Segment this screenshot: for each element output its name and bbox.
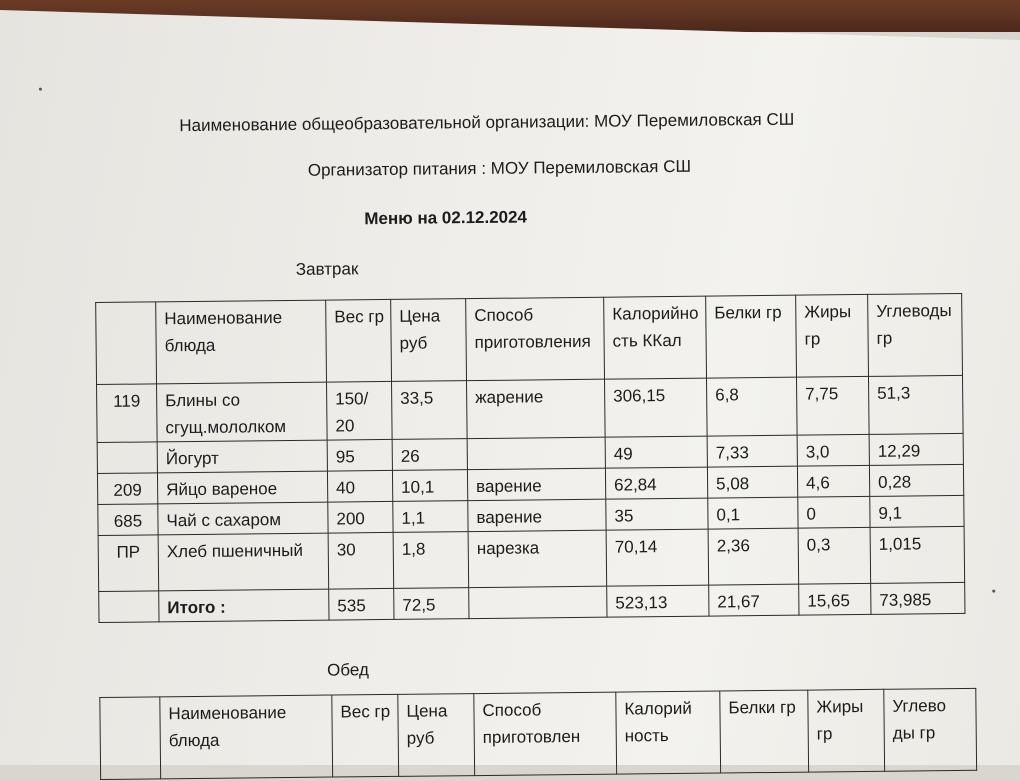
cell-dish: Блины со сгущ.мололком <box>157 382 328 442</box>
lunch-header-row <box>100 688 977 779</box>
header-cell-calories: Калорийность ККал <box>604 296 707 379</box>
cell-carbs: 1,015 <box>870 526 965 583</box>
cell-dish: Яйцо вареное <box>157 471 327 504</box>
cell-weight: 535 <box>329 588 394 620</box>
cell-total-label: Итого : <box>159 589 329 622</box>
table-row <box>98 526 965 591</box>
cell-fat: 15,65 <box>799 583 871 615</box>
cell-protein: 6,8 <box>706 377 797 436</box>
paper-speck <box>39 88 42 91</box>
organizer-line: Организатор питания : МОУ Перемиловская СШ <box>307 156 692 180</box>
cell-dish: Хлеб пшеничный <box>158 533 329 591</box>
breakfast-table <box>95 293 965 623</box>
cell-price: 26 <box>392 439 467 471</box>
cell-protein: 21,67 <box>709 584 799 616</box>
cell-price: 1,8 <box>393 532 469 589</box>
cell-fat: 0 <box>798 496 870 528</box>
header-cell-protein: Белки гр <box>720 690 809 773</box>
cell-fat: 0,3 <box>798 527 871 584</box>
header-cell-method: Способ приготовления <box>466 297 605 380</box>
header-cell-carbs: Углево ды гр <box>884 688 977 771</box>
lunch-table <box>99 688 977 780</box>
cell-weight: 40 <box>327 470 392 502</box>
cell-carbs: 0,28 <box>869 464 963 496</box>
cell-weight: 95 <box>327 439 392 471</box>
header-cell-code <box>100 697 161 780</box>
header-cell-calories: Калорий ность <box>616 691 721 774</box>
paper-speck <box>992 590 995 593</box>
header-cell-price: Цена руб <box>398 694 475 777</box>
cell-method: варение <box>468 499 606 531</box>
cell-code: 685 <box>98 504 158 536</box>
cell-calories: 523,13 <box>607 585 709 617</box>
header-cell-carbs: Углеводы гр <box>868 293 963 376</box>
cell-method: нарезка <box>468 530 607 587</box>
cell-calories: 49 <box>605 436 707 468</box>
cell-carbs: 12,29 <box>869 433 963 465</box>
header-cell-dish: Наименование блюда <box>156 300 327 384</box>
organization-line: Наименование общеобразовательной организации: МОУ Перемиловская СШ <box>179 109 795 136</box>
cell-calories: 70,14 <box>606 529 709 586</box>
cell-weight: 200 <box>328 501 393 533</box>
cell-code: 119 <box>97 384 158 443</box>
cell-carbs: 73,985 <box>871 582 965 614</box>
cell-carbs: 51,3 <box>868 375 963 434</box>
menu-title: Меню на 02.12.2024 <box>364 207 528 229</box>
cell-code: 209 <box>97 473 157 505</box>
cell-protein: 7,33 <box>707 435 797 467</box>
cell-method: варение <box>467 468 605 500</box>
header-cell-dish: Наименование блюда <box>160 695 333 779</box>
cell-code: ПР <box>98 535 159 592</box>
cell-dish: Чай с сахаром <box>158 502 328 535</box>
cell-price: 10,1 <box>392 470 467 502</box>
cell-code <box>97 442 157 474</box>
header-cell-weight: Вес гр <box>326 299 392 382</box>
cell-calories: 62,84 <box>605 467 707 499</box>
cell-price: 1,1 <box>393 501 468 533</box>
cell-method: жарение <box>467 379 606 438</box>
cell-dish: Йогурт <box>157 440 327 473</box>
header-cell-code <box>96 302 157 385</box>
cell-price: 33,5 <box>392 381 468 440</box>
breakfast-header-row <box>96 293 963 384</box>
header-cell-fat: Жиры гр <box>796 294 869 377</box>
cell-protein: 5,08 <box>707 466 797 498</box>
cell-carbs: 9,1 <box>870 495 964 527</box>
header-cell-protein: Белки гр <box>706 295 797 378</box>
cell-calories: 35 <box>606 498 708 530</box>
header-cell-method: Способ приготовлен <box>474 692 617 775</box>
cell-weight: 30 <box>328 532 394 589</box>
cell-protein: 2,36 <box>708 528 799 585</box>
cell-method <box>469 586 607 618</box>
lunch-title: Обед <box>326 660 369 680</box>
cell-protein: 0,1 <box>708 497 798 529</box>
header-cell-weight: Вес гр <box>332 694 399 777</box>
cell-fat: 3,0 <box>797 434 869 466</box>
cell-calories: 306,15 <box>605 378 708 437</box>
cell-fat: 7,75 <box>796 376 869 435</box>
cell-price: 72,5 <box>394 588 469 620</box>
breakfast-title: Завтрак <box>295 259 359 279</box>
cell-weight: 150/ 20 <box>327 381 393 440</box>
header-cell-fat: Жиры гр <box>808 689 885 772</box>
header-cell-price: Цена руб <box>391 299 467 382</box>
cell-fat: 4,6 <box>797 465 869 497</box>
table-row <box>97 375 964 442</box>
cell-method <box>467 437 605 469</box>
cell-code <box>99 591 159 623</box>
